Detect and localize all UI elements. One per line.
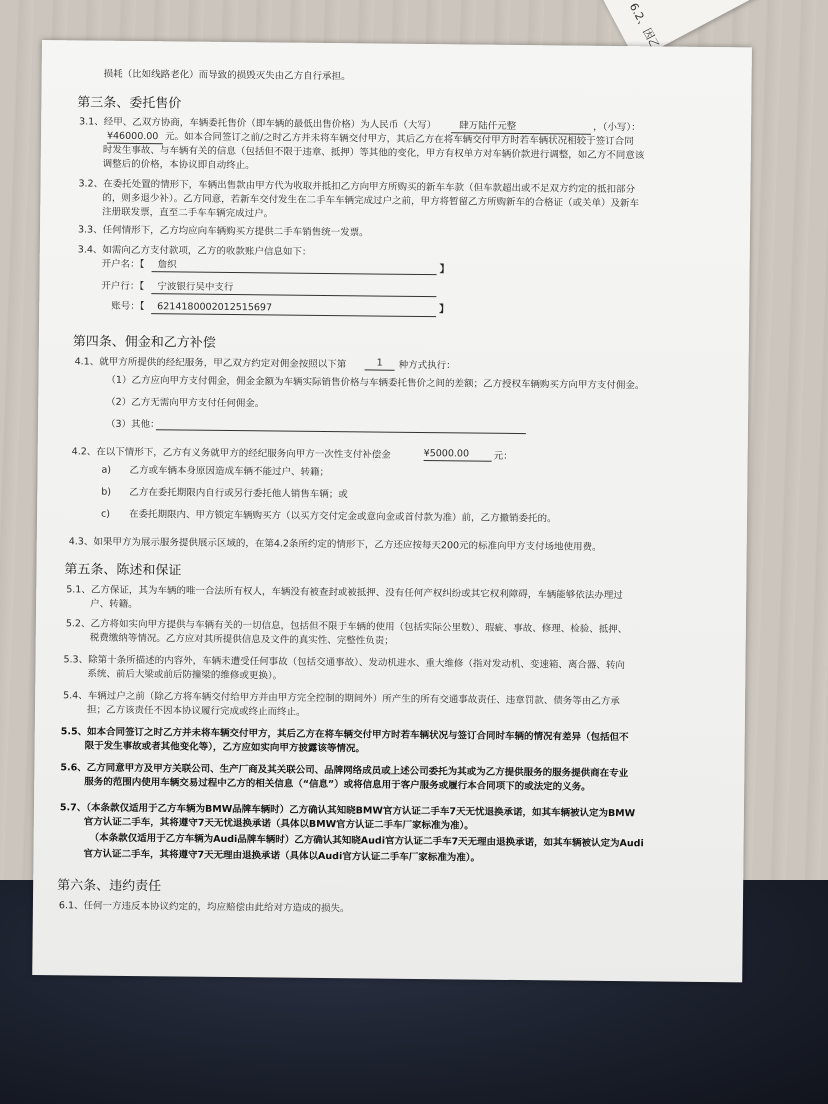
account-bank-label: 开户行：【 <box>101 280 145 293</box>
clause-5-4-line1: 5.4、车辆过户之前（除乙方将车辆交付给甲方并由甲方完全控制的期间外）所产生的所有交通事故责任、违章罚款、债务等由乙方承 <box>63 690 620 708</box>
account-number-field <box>151 301 436 317</box>
clause-4-2-b: 元： <box>493 450 513 462</box>
clause-5-1-line1: 5.1、乙方保证，其为车辆的唯一合法所有权人，车辆没有被查封或被抵押、没有任何产权纠纷或其它权利障碍，车辆能够依法办理过 <box>66 584 623 602</box>
top-line: 损耗（比如线路老化）而导致的损毁灭失由乙方自行承担。 <box>103 68 351 83</box>
clause-5-5-line1: 5.5、如本合同签订之时乙方并未将车辆交付甲方，其后乙方在将车辆交付甲方时若车辆状况与签订合同时车辆的情况有差异（包括但不 <box>60 726 629 744</box>
option-3: （3）其他： <box>105 418 160 431</box>
clause-3-1-line1a: 3.1、经甲、乙双方协商，车辆委托售价（即车辆的最低出售价格）为人民币（大写） <box>79 116 437 132</box>
option-1: （1）乙方应向甲方支付佣金，佣金金额为车辆实际销售价格与车辆委托售价之间的差额；乙方授权车辆购买方向甲方支付佣金。 <box>106 374 645 392</box>
bracket-close-2: 】 <box>439 304 450 316</box>
amount-upper-field <box>451 120 591 134</box>
clause-3-1-line2: 元。如本合同签订之前/之时乙方并未将车辆交付甲方，其后乙方在将车辆交付甲方时若车辆状况相较于签订合同 <box>164 131 634 148</box>
compensation-value: ¥5000.00 <box>423 448 470 460</box>
clause-3-4: 3.4、如需向乙方支付款项，乙方的收款账户信息如下： <box>77 244 312 258</box>
commission-choice-field <box>365 357 395 370</box>
clause-5-6-line1: 5.6、乙方同意甲方及甲方关联公司、生产厂商及其关联公司、品牌网络成员或上述公司委托为其或为乙方提供服务的服务提供商在专业 <box>60 762 629 780</box>
account-number-value: 6214180002012515697 <box>157 301 273 314</box>
clause-5-2-line2: 税费缴纳等情况。乙方应对其所提供信息及文件的真实性、完整性负责； <box>89 632 394 647</box>
account-name-field <box>152 259 437 275</box>
clause-3-2-line2: 的，则多退少补）。乙方同意，若新车交付发生在二手车车辆完成过户之前，甲方将暂留乙方所购新车的合格证（或关单）及新车 <box>102 192 640 210</box>
item-a-text: 乙方或车辆本身原因造成车辆不能过户、转籍； <box>129 464 330 479</box>
contract-page <box>32 40 752 982</box>
article-6-title: 第六条、违约责任 <box>57 878 162 895</box>
item-c-marker: c) <box>100 508 111 520</box>
clause-5-6-line2: 服务的范围内使用车辆交易过程中乙方的相关信息（“信息”）或将信息用于客户服务或履行本合同项下的或法定的义务。 <box>84 776 591 793</box>
article-4-title: 第四条、佣金和乙方补偿 <box>72 334 216 351</box>
clause-4-1-a: 4.1、就甲方所提供的经纪服务，甲乙双方约定对佣金按照以下第 <box>74 356 347 371</box>
amount-upper-value: 肆万陆仟元整 <box>459 120 517 132</box>
clause-3-2-line1: 3.2、在委托处置的情形下，车辆出售款由甲方代为收取并抵扣乙方向甲方所购买的新车车款（但车款超出或不足双方约定的抵扣部分 <box>78 178 636 196</box>
clause-6-1: 6.1、任何一方违反本协议约定的，均应赔偿由此给对方造成的损失。 <box>58 900 350 915</box>
account-bank-field <box>151 281 436 297</box>
clause-5-7-line3: （本条款仅适用于乙方车辆为Audi品牌车辆时）乙方确认其知晓Audi官方认证二手车7天无理由退换承诺，如其车辆被认定为Audi <box>89 832 644 850</box>
clause-5-7-line2: 官方认证二手车，其将遵守7天无忧退换承诺（具体以BMW官方认证二手车厂家标准为准）。 <box>83 816 474 832</box>
compensation-field <box>424 448 492 462</box>
clause-5-2-line1: 5.2、乙方将如实向甲方提供与车辆有关的一切信息，包括但不限于车辆的使用（包括实际公里数）、瑕疵、事故、修理、检验、抵押、 <box>65 618 628 636</box>
account-number-label: 账号：【 <box>111 300 145 313</box>
option-2: （2）乙方无需向甲方支付任何佣金。 <box>106 396 265 410</box>
clause-4-3: 4.3、如果甲方为展示服务提供展示区域的，在第4.2条所约定的情形下，乙方还应按每天200元的标准向甲方支付场地使用费。 <box>68 536 602 553</box>
clause-5-5-line2: 限于发生事故或者其他变化等），乙方应如实向甲方披露该等情况。 <box>84 740 365 755</box>
clause-4-2-a: 4.2、在以下情形下，乙方有义务就甲方的经纪服务向甲方一次性支付补偿金 <box>71 446 391 461</box>
clause-3-1-line1b: ，（小写）： <box>593 121 641 134</box>
clause-5-7-line1: 5.7、（本条款仅适用于乙方车辆为BMW品牌车辆时）乙方确认其知晓BMW官方认证二手车7天无忧退换承诺，如其车辆被认定为BMW <box>59 802 636 820</box>
clause-5-3-line1: 5.3、除第十条所描述的内容外，车辆未遭受任何事故（包括交通事故）、发动机进水、重大维修（指对发动机、变速箱、离合器、转向 <box>63 654 625 672</box>
clause-5-1-line2: 户、转籍。 <box>90 598 138 611</box>
amount-lower-value: ¥46000.00 <box>106 130 159 143</box>
option-3-blank <box>156 417 526 434</box>
clause-3-2-line3: 注册联发票，直至二手车车辆完成过户。 <box>102 206 274 220</box>
clause-5-7-line4: 官方认证二手车，其将遵守7天无理由退换承诺（具体以Audi官方认证二手车厂家标准为准）。 <box>83 848 481 864</box>
item-c-text: 在委托期限内、甲方锁定车辆购买方（以买方交付定金或意向金或首付款为准）前，乙方撤销委托的。 <box>128 508 557 525</box>
contract-content <box>32 40 752 982</box>
article-5-title: 第五条、陈述和保证 <box>64 562 182 579</box>
item-b-text: 乙方在委托期限内自行或另行委托他人销售车辆；或 <box>129 486 348 501</box>
bracket-close-1: 】 <box>439 264 450 276</box>
clause-3-1-line4: 调整后的价格，本协议即自动终止。 <box>102 158 255 172</box>
commission-choice-value: 1 <box>376 357 383 369</box>
account-name-value: 詹织 <box>157 259 177 271</box>
clause-5-3-line2: 系统、前后大梁或前后防撞梁的维修或更换）。 <box>87 668 283 682</box>
item-a-marker: a) <box>101 464 112 476</box>
account-name-label: 开户名：【 <box>101 258 145 271</box>
item-b-marker: b) <box>101 486 112 498</box>
account-bank-value: 宁波银行吴中支行 <box>157 281 234 294</box>
clause-4-1-b: 种方式执行： <box>398 359 456 372</box>
article-3-title: 第三条、委托售价 <box>77 95 182 112</box>
amount-lower-field <box>107 131 163 145</box>
clause-3-1-line3: 时发生事故、与车辆有关的信息（包括但不限于违章、抵押）等其他的变化，甲方有权单方对车辆价款进行调整，如乙方不同意该 <box>102 144 645 162</box>
clause-5-4-line2: 担；乙方该责任不因本协议履行完成或终止而终止。 <box>86 704 306 718</box>
clause-3-3: 3.3、任何情形下，乙方均应向车辆购买方提供二手车销售统一发票。 <box>77 224 369 239</box>
